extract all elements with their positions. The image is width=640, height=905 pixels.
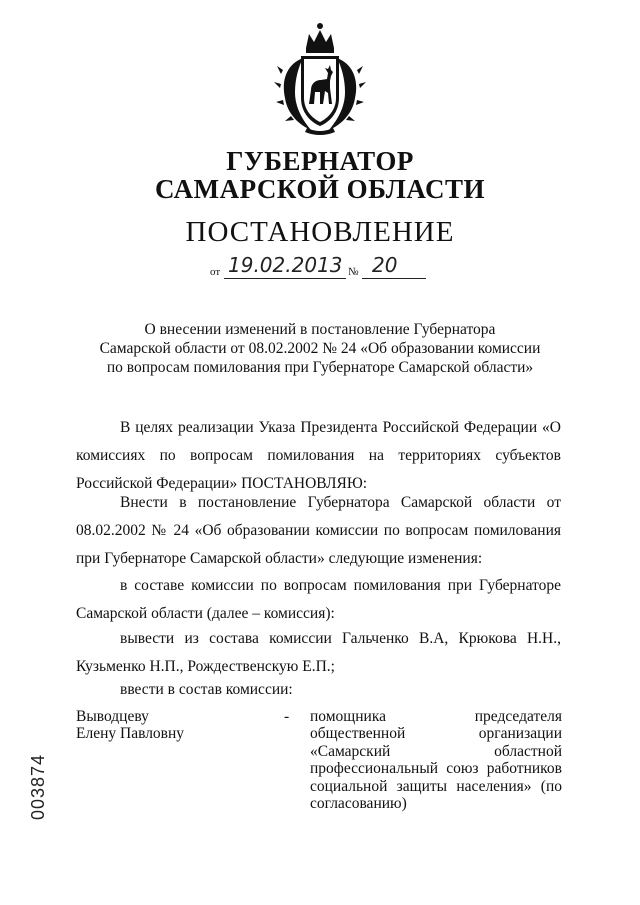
appointee-given-names: Елену Павловну (76, 725, 185, 742)
date-prefix: от (210, 266, 221, 278)
subject-line3: по вопросам помилования при Губернаторе Самарской области» (106, 359, 534, 376)
subject-line1: О внесении изменений в постановление Губернатора (144, 321, 496, 338)
paragraph-add-members: ввести в состав комиссии: (120, 681, 293, 698)
paragraph-preamble: В целях реализации Указа Президента Российской Федерации «О комиссиях по вопросам помилования на территориях субъектов Российской Федерации» ПОСТАНОВЛЯЮ: (76, 419, 561, 492)
paragraph-commission: в составе комиссии по вопросам помилования при Губернаторе Самарской области (далее – комиссия): (76, 577, 561, 622)
document-type: ПОСТАНОВЛЕНИЕ (185, 216, 455, 248)
date-number-line (210, 253, 440, 280)
handwritten-date: 19.02.2013 (228, 253, 343, 277)
date-underline (224, 278, 346, 279)
org-title-line1: ГУБЕРНАТОР (226, 146, 414, 176)
handwritten-number: 20 (372, 253, 398, 277)
appointee-name (76, 708, 276, 742)
appointee-surname: Выводцеву (76, 708, 149, 725)
document-subject (80, 320, 560, 377)
document-serial-number: 003874 (28, 753, 48, 820)
subject-line2: Самарской области от 08.02.2002 № 24 «Об образовании комиссии (99, 340, 541, 357)
paragraph-remove-members: вывести из состава комиссии Гальченко В.А, Крюкова Н.Н., Кузьменко Н.П., Рождественскую Е.П.; (76, 630, 561, 675)
number-prefix: № (348, 266, 359, 278)
appointee-role: помощника председателя общественной организации «Самарский областной профессиональный союз работников социальной защиты населения» (по согласованию) (310, 708, 562, 813)
org-title-line2: САМАРСКОЙ ОБЛАСТИ (154, 174, 486, 204)
number-underline (362, 278, 426, 279)
paragraph-amendment: Внести в постановление Губернатора Самарской области от 08.02.2002 № 24 «Об образовании комиссии по вопросам помилования при Губернаторе Самарской области» следующие изменения: (76, 494, 561, 567)
samara-coat-of-arms-icon (273, 18, 367, 136)
appointee-dash: - (284, 708, 290, 725)
